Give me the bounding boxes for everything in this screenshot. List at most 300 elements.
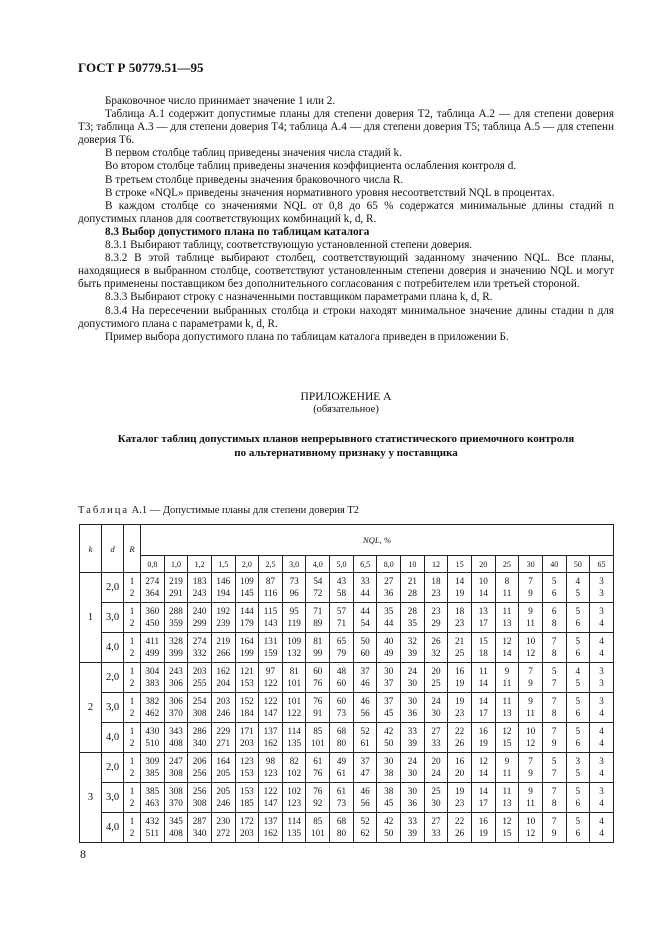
n-value-r2: 45 bbox=[384, 707, 394, 718]
stage-length-cell bbox=[282, 573, 306, 603]
stage-length-cell bbox=[471, 693, 495, 723]
n-value-r2: 4 bbox=[599, 797, 604, 808]
n-value-r2: 5 bbox=[575, 587, 581, 598]
n-value-r2: 4 bbox=[599, 827, 604, 838]
n-value-r1: 12 bbox=[502, 816, 512, 826]
n-value-r1: 71 bbox=[313, 606, 323, 616]
n-value-r1: 25 bbox=[431, 786, 441, 796]
nql-value: 1,0 bbox=[164, 556, 188, 573]
n-value-r1: 85 bbox=[313, 816, 323, 826]
appendix-heading bbox=[78, 391, 614, 415]
n-value-r1: 81 bbox=[313, 636, 323, 646]
n-value-r2: 76 bbox=[313, 767, 323, 778]
n-value-r2: 132 bbox=[287, 647, 302, 658]
stage-length-cell bbox=[542, 723, 566, 753]
stage-length-cell bbox=[353, 783, 377, 813]
stage-length-cell bbox=[495, 753, 519, 783]
stage-length-cell bbox=[235, 813, 259, 843]
n-value-r1: 37 bbox=[360, 666, 370, 676]
n-value-r1: 144 bbox=[239, 606, 254, 616]
stage-length-cell bbox=[401, 783, 425, 813]
stage-length-cell bbox=[495, 633, 519, 663]
stage-length-cell bbox=[590, 693, 614, 723]
nql-value: 2,0 bbox=[235, 556, 259, 573]
n-value-r2: 162 bbox=[263, 827, 278, 838]
n-value-r1: 54 bbox=[313, 576, 323, 586]
n-value-r1: 137 bbox=[263, 726, 278, 736]
n-value-r1: 5 bbox=[575, 816, 581, 826]
n-value-r2: 26 bbox=[455, 737, 465, 748]
r-value: 2 bbox=[129, 827, 135, 838]
n-value-r1: 122 bbox=[263, 786, 278, 796]
stage-length-cell bbox=[590, 663, 614, 693]
n-value-r2: 8 bbox=[551, 797, 557, 808]
stage-length-cell bbox=[471, 783, 495, 813]
n-value-r1: 19 bbox=[455, 786, 465, 796]
n-value-r1: 4 bbox=[599, 726, 604, 736]
n-value-r1: 22 bbox=[455, 726, 465, 736]
appendix-subtitle: (обязательное) bbox=[313, 404, 379, 415]
n-value-r1: 114 bbox=[287, 816, 301, 826]
n-value-r2: 6 bbox=[575, 707, 581, 718]
stage-length-cell bbox=[235, 663, 259, 693]
n-value-r2: 89 bbox=[313, 617, 323, 628]
n-value-r2: 6 bbox=[575, 737, 581, 748]
n-value-r2: 73 bbox=[336, 797, 347, 808]
n-value-r2: 25 bbox=[431, 677, 441, 688]
stage-length-cell bbox=[401, 633, 425, 663]
n-value-r1: 37 bbox=[360, 756, 370, 766]
n-value-r1: 164 bbox=[216, 756, 231, 766]
n-value-r1: 12 bbox=[502, 636, 512, 646]
d-value: 3,0 bbox=[102, 783, 124, 813]
paragraph: 8.3.4 На пересечении выбранных столбца и строки находят минимальное значение длины стадии n для допустимого плана с параметрами k, d, R. bbox=[78, 304, 614, 330]
n-value-r1: 10 bbox=[525, 816, 536, 826]
d-value: 2,0 bbox=[102, 663, 124, 693]
stage-length-cell bbox=[259, 573, 283, 603]
stage-length-cell bbox=[330, 783, 354, 813]
r-value: 1 bbox=[129, 726, 135, 736]
n-value-r1: 3 bbox=[599, 786, 604, 796]
n-value-r2: 24 bbox=[431, 767, 441, 778]
n-value-r2: 147 bbox=[263, 797, 278, 808]
n-value-r2: 13 bbox=[502, 797, 512, 808]
n-value-r2: 5 bbox=[575, 677, 581, 688]
stage-length-cell bbox=[141, 753, 165, 783]
n-value-r2: 153 bbox=[239, 677, 254, 688]
n-value-r1: 162 bbox=[216, 666, 231, 676]
stage-length-cell bbox=[141, 813, 165, 843]
stage-length-cell bbox=[424, 783, 448, 813]
n-value-r2: 17 bbox=[478, 707, 488, 718]
n-value-r2: 332 bbox=[192, 647, 207, 658]
stage-length-cell bbox=[377, 663, 401, 693]
stage-length-cell bbox=[448, 573, 472, 603]
n-value-r1: 205 bbox=[216, 786, 231, 796]
stage-length-cell bbox=[424, 603, 448, 633]
stage-length-cell bbox=[141, 783, 165, 813]
n-value-r1: 7 bbox=[528, 756, 533, 766]
n-value-r1: 10 bbox=[525, 726, 536, 736]
n-value-r1: 328 bbox=[169, 636, 183, 646]
stage-length-cell bbox=[235, 783, 259, 813]
n-value-r1: 203 bbox=[216, 696, 231, 706]
stage-length-cell bbox=[495, 693, 519, 723]
stage-length-cell bbox=[424, 693, 448, 723]
n-value-r2: 122 bbox=[287, 707, 302, 718]
n-value-r1: 382 bbox=[145, 696, 160, 706]
stage-length-cell bbox=[590, 813, 614, 843]
n-value-r2: 13 bbox=[502, 617, 512, 628]
stage-length-cell bbox=[330, 753, 354, 783]
n-value-r1: 15 bbox=[478, 636, 488, 646]
d-value: 4,0 bbox=[102, 813, 124, 843]
n-value-r1: 5 bbox=[575, 696, 581, 706]
stage-length-cell bbox=[471, 663, 495, 693]
stage-length-cell bbox=[141, 663, 165, 693]
n-value-r1: 137 bbox=[263, 816, 278, 826]
n-value-r1: 152 bbox=[239, 696, 254, 706]
r-values bbox=[124, 603, 141, 633]
stage-length-cell bbox=[590, 603, 614, 633]
stage-length-cell bbox=[590, 753, 614, 783]
n-value-r1: 6 bbox=[551, 606, 557, 616]
n-value-r1: 68 bbox=[336, 816, 347, 826]
n-value-r2: 23 bbox=[431, 587, 441, 598]
nql-value: 0,8 bbox=[141, 556, 165, 573]
table-row bbox=[80, 663, 614, 693]
nql-value: 65 bbox=[590, 556, 614, 573]
n-value-r1: 61 bbox=[313, 756, 323, 766]
n-value-r2: 408 bbox=[169, 737, 183, 748]
n-value-r1: 24 bbox=[407, 666, 417, 676]
d-value: 4,0 bbox=[102, 723, 124, 753]
paragraph: В строке «NQL» приведены значения нормативного уровня несоответствий NQL в процентах. bbox=[105, 186, 555, 199]
n-value-r2: 44 bbox=[384, 617, 394, 628]
nql-value: 40 bbox=[542, 556, 566, 573]
stage-length-cell bbox=[495, 603, 519, 633]
stage-length-cell bbox=[188, 753, 212, 783]
n-value-r1: 122 bbox=[263, 696, 278, 706]
n-value-r2: 23 bbox=[455, 707, 465, 718]
n-value-r2: 23 bbox=[455, 617, 465, 628]
stage-length-cell bbox=[330, 633, 354, 663]
n-value-r2: 147 bbox=[263, 707, 278, 718]
page-number: 8 bbox=[80, 847, 86, 861]
r-value: 2 bbox=[129, 707, 135, 718]
nql-value: 50 bbox=[566, 556, 590, 573]
r-value: 2 bbox=[129, 677, 135, 688]
n-value-r1: 4 bbox=[575, 576, 581, 586]
n-value-r1: 256 bbox=[192, 786, 207, 796]
stage-length-cell bbox=[377, 633, 401, 663]
n-value-r1: 82 bbox=[289, 756, 299, 766]
stage-length-cell bbox=[566, 663, 590, 693]
stage-length-cell bbox=[542, 753, 566, 783]
n-value-r2: 14 bbox=[502, 647, 512, 658]
nql-value: 1,2 bbox=[188, 556, 212, 573]
stage-length-cell bbox=[259, 663, 283, 693]
stage-length-cell bbox=[519, 633, 543, 663]
n-value-r2: 56 bbox=[360, 797, 370, 808]
stage-length-cell bbox=[566, 633, 590, 663]
n-value-r2: 19 bbox=[478, 827, 488, 838]
n-value-r2: 101 bbox=[310, 737, 325, 748]
n-value-r1: 4 bbox=[599, 636, 604, 646]
stage-length-cell bbox=[282, 693, 306, 723]
n-value-r2: 145 bbox=[239, 587, 254, 598]
stage-length-cell bbox=[259, 753, 283, 783]
n-value-r1: 171 bbox=[239, 726, 254, 736]
n-value-r2: 340 bbox=[192, 827, 207, 838]
stage-length-cell bbox=[519, 693, 543, 723]
stage-length-cell bbox=[424, 633, 448, 663]
n-value-r1: 68 bbox=[336, 726, 347, 736]
n-value-r2: 450 bbox=[145, 617, 160, 628]
stage-length-cell bbox=[448, 783, 472, 813]
stage-length-cell bbox=[259, 633, 283, 663]
n-value-r2: 12 bbox=[525, 647, 536, 658]
appendix-title: ПРИЛОЖЕНИЕ А bbox=[300, 391, 392, 403]
stage-length-cell bbox=[590, 573, 614, 603]
n-value-r1: 219 bbox=[169, 576, 183, 586]
stage-length-cell bbox=[353, 693, 377, 723]
n-value-r2: 246 bbox=[216, 707, 231, 718]
stage-length-cell bbox=[282, 813, 306, 843]
n-value-r2: 71 bbox=[336, 617, 347, 628]
n-value-r2: 3 bbox=[599, 677, 604, 688]
r-value: 2 bbox=[129, 767, 135, 778]
n-value-r2: 135 bbox=[287, 827, 302, 838]
n-value-r2: 25 bbox=[455, 647, 465, 658]
n-value-r1: 240 bbox=[192, 606, 207, 616]
n-value-r1: 49 bbox=[336, 756, 347, 766]
paragraph: Таблица А.1 содержит допустимые планы для степени доверия Т2, таблица А.2 — для степени доверия Т3; таблица А.3 — для степени доверия Т4; таблица А.4 — для степени доверия Т5; таблица А.5 — для степени доверия Т6. bbox=[78, 108, 614, 147]
n-value-r1: 288 bbox=[169, 606, 183, 616]
n-value-r2: 3 bbox=[599, 587, 604, 598]
n-value-r2: 99 bbox=[313, 647, 323, 658]
n-value-r2: 272 bbox=[216, 827, 231, 838]
n-value-r1: 12 bbox=[478, 756, 488, 766]
n-value-r2: 9 bbox=[551, 827, 557, 838]
n-value-r2: 61 bbox=[336, 767, 347, 778]
n-value-r2: 17 bbox=[478, 617, 488, 628]
n-value-r2: 5 bbox=[575, 767, 581, 778]
n-value-r1: 27 bbox=[384, 576, 394, 586]
stage-length-cell bbox=[448, 753, 472, 783]
r-value: 2 bbox=[129, 587, 135, 598]
stage-length-cell bbox=[259, 603, 283, 633]
n-value-r1: 7 bbox=[551, 636, 557, 646]
paragraph: 8.3.1 Выбирают таблицу, соответствующую установленной степени доверия. bbox=[105, 239, 473, 252]
n-value-r1: 306 bbox=[169, 696, 183, 706]
catalog-title bbox=[78, 432, 614, 460]
stage-length-cell bbox=[164, 693, 188, 723]
nql-value: 6,5 bbox=[353, 556, 377, 573]
n-value-r1: 183 bbox=[192, 576, 207, 586]
stage-length-cell bbox=[519, 783, 543, 813]
table-caption bbox=[78, 505, 359, 516]
n-value-r1: 24 bbox=[431, 696, 441, 706]
stage-length-cell bbox=[471, 573, 495, 603]
n-value-r2: 11 bbox=[502, 587, 512, 598]
n-value-r1: 26 bbox=[431, 636, 441, 646]
stage-length-cell bbox=[424, 663, 448, 693]
n-value-r1: 11 bbox=[502, 786, 512, 796]
n-value-r2: 58 bbox=[336, 587, 347, 598]
n-value-r1: 14 bbox=[455, 576, 465, 586]
n-value-r2: 179 bbox=[239, 617, 254, 628]
n-value-r2: 73 bbox=[336, 707, 347, 718]
section-title: 8.3 Выбор допустимого плана по таблицам каталога bbox=[105, 225, 370, 238]
stage-length-cell bbox=[211, 633, 235, 663]
stage-length-cell bbox=[282, 603, 306, 633]
stage-length-cell bbox=[590, 723, 614, 753]
stage-length-cell bbox=[188, 693, 212, 723]
stage-length-cell bbox=[141, 723, 165, 753]
n-value-r2: 291 bbox=[169, 587, 183, 598]
stage-length-cell bbox=[401, 723, 425, 753]
n-value-r2: 364 bbox=[145, 587, 160, 598]
n-value-r2: 20 bbox=[455, 767, 465, 778]
n-value-r1: 5 bbox=[575, 606, 581, 616]
stage-length-cell bbox=[377, 723, 401, 753]
n-value-r2: 116 bbox=[263, 587, 278, 598]
n-value-r1: 60 bbox=[336, 696, 347, 706]
stage-length-cell bbox=[188, 723, 212, 753]
n-value-r2: 33 bbox=[431, 737, 441, 748]
n-value-r2: 123 bbox=[263, 767, 278, 778]
r-value: 1 bbox=[129, 636, 135, 646]
stage-length-cell bbox=[211, 663, 235, 693]
n-value-r2: 15 bbox=[502, 827, 512, 838]
stage-length-cell bbox=[566, 813, 590, 843]
stage-length-cell bbox=[211, 723, 235, 753]
n-value-r2: 80 bbox=[336, 827, 347, 838]
n-value-r2: 255 bbox=[192, 677, 207, 688]
table-row bbox=[80, 753, 614, 783]
d-value: 2,0 bbox=[102, 753, 124, 783]
n-value-r1: 65 bbox=[336, 636, 347, 646]
stage-length-cell bbox=[542, 693, 566, 723]
stage-length-cell bbox=[401, 573, 425, 603]
n-value-r2: 256 bbox=[192, 767, 207, 778]
stage-length-cell bbox=[188, 633, 212, 663]
n-value-r1: 101 bbox=[287, 696, 302, 706]
nql-value: 5,0 bbox=[330, 556, 354, 573]
stage-length-cell bbox=[235, 693, 259, 723]
stage-length-cell bbox=[141, 633, 165, 663]
stage-length-cell bbox=[377, 753, 401, 783]
column-header-d: d bbox=[102, 525, 124, 573]
n-value-r2: 159 bbox=[263, 647, 278, 658]
n-value-r1: 16 bbox=[455, 666, 465, 676]
n-value-r1: 229 bbox=[216, 726, 231, 736]
n-value-r1: 18 bbox=[455, 606, 465, 616]
stage-length-cell bbox=[448, 723, 472, 753]
n-value-r1: 14 bbox=[478, 786, 488, 796]
table-row bbox=[80, 813, 614, 843]
nql-header: NQL, % bbox=[141, 525, 614, 556]
n-value-r2: 8 bbox=[551, 647, 557, 658]
table-caption-label: Таблица bbox=[78, 505, 130, 516]
n-value-r1: 21 bbox=[455, 636, 465, 646]
stage-length-cell bbox=[542, 573, 566, 603]
r-value: 1 bbox=[129, 756, 135, 766]
n-value-r1: 4 bbox=[575, 666, 581, 676]
n-value-r1: 23 bbox=[431, 606, 441, 616]
n-value-r1: 9 bbox=[504, 666, 510, 676]
n-value-r2: 60 bbox=[360, 647, 370, 658]
n-value-r2: 308 bbox=[192, 707, 207, 718]
n-value-r2: 96 bbox=[289, 587, 299, 598]
n-value-r2: 7 bbox=[551, 677, 557, 688]
stage-length-cell bbox=[282, 723, 306, 753]
stage-length-cell bbox=[495, 573, 519, 603]
n-value-r2: 28 bbox=[407, 587, 417, 598]
n-value-r2: 308 bbox=[192, 797, 207, 808]
n-value-r1: 81 bbox=[289, 666, 299, 676]
plans-table bbox=[79, 524, 614, 843]
n-value-r1: 20 bbox=[431, 756, 441, 766]
n-value-r1: 40 bbox=[384, 636, 394, 646]
n-value-r1: 61 bbox=[336, 786, 347, 796]
r-value: 1 bbox=[129, 816, 135, 826]
n-value-r1: 33 bbox=[407, 816, 417, 826]
n-value-r2: 50 bbox=[384, 737, 394, 748]
n-value-r1: 123 bbox=[239, 756, 254, 766]
stage-length-cell bbox=[495, 813, 519, 843]
n-value-r2: 4 bbox=[599, 647, 604, 658]
stage-length-cell bbox=[164, 723, 188, 753]
n-value-r1: 102 bbox=[287, 786, 302, 796]
n-value-r2: 8 bbox=[551, 707, 557, 718]
stage-length-cell bbox=[211, 813, 235, 843]
n-value-r2: 370 bbox=[169, 707, 183, 718]
stage-length-cell bbox=[401, 693, 425, 723]
stage-length-cell bbox=[424, 573, 448, 603]
n-value-r2: 80 bbox=[336, 737, 347, 748]
n-value-r1: 3 bbox=[599, 576, 604, 586]
stage-length-cell bbox=[424, 753, 448, 783]
n-value-r1: 5 bbox=[575, 726, 581, 736]
n-value-r1: 7 bbox=[551, 696, 557, 706]
n-value-r2: 30 bbox=[431, 707, 441, 718]
stage-length-cell bbox=[164, 663, 188, 693]
paragraph: Во втором столбце таблиц приведены значения коэффициента ослабления контроля d. bbox=[105, 160, 517, 173]
d-value: 4,0 bbox=[102, 633, 124, 663]
stage-length-cell bbox=[235, 723, 259, 753]
n-value-r2: 92 bbox=[313, 797, 323, 808]
n-value-r2: 17 bbox=[478, 797, 488, 808]
n-value-r1: 3 bbox=[599, 756, 604, 766]
paragraph: 8.3.2 В этой таблице выбирают столбец, соответствующий заданному значению NQL. Все планы, находящиеся в выбранном столбце, соответствуют установленным степени доверия и значению NQL и могут быть применены поставщиком без дополнительного согласования с потребителем или третьей стороной. bbox=[78, 252, 614, 291]
n-value-r1: 114 bbox=[287, 726, 301, 736]
n-value-r1: 243 bbox=[169, 666, 183, 676]
n-value-r1: 254 bbox=[192, 696, 207, 706]
n-value-r1: 44 bbox=[360, 606, 370, 616]
n-value-r1: 11 bbox=[478, 666, 488, 676]
n-value-r1: 4 bbox=[599, 816, 604, 826]
n-value-r1: 343 bbox=[169, 726, 183, 736]
stage-length-cell bbox=[471, 603, 495, 633]
n-value-r1: 33 bbox=[360, 576, 370, 586]
stage-length-cell bbox=[164, 783, 188, 813]
n-value-r2: 4 bbox=[599, 767, 604, 778]
n-value-r1: 30 bbox=[384, 756, 394, 766]
stage-length-cell bbox=[495, 663, 519, 693]
n-value-r2: 18 bbox=[478, 647, 488, 658]
